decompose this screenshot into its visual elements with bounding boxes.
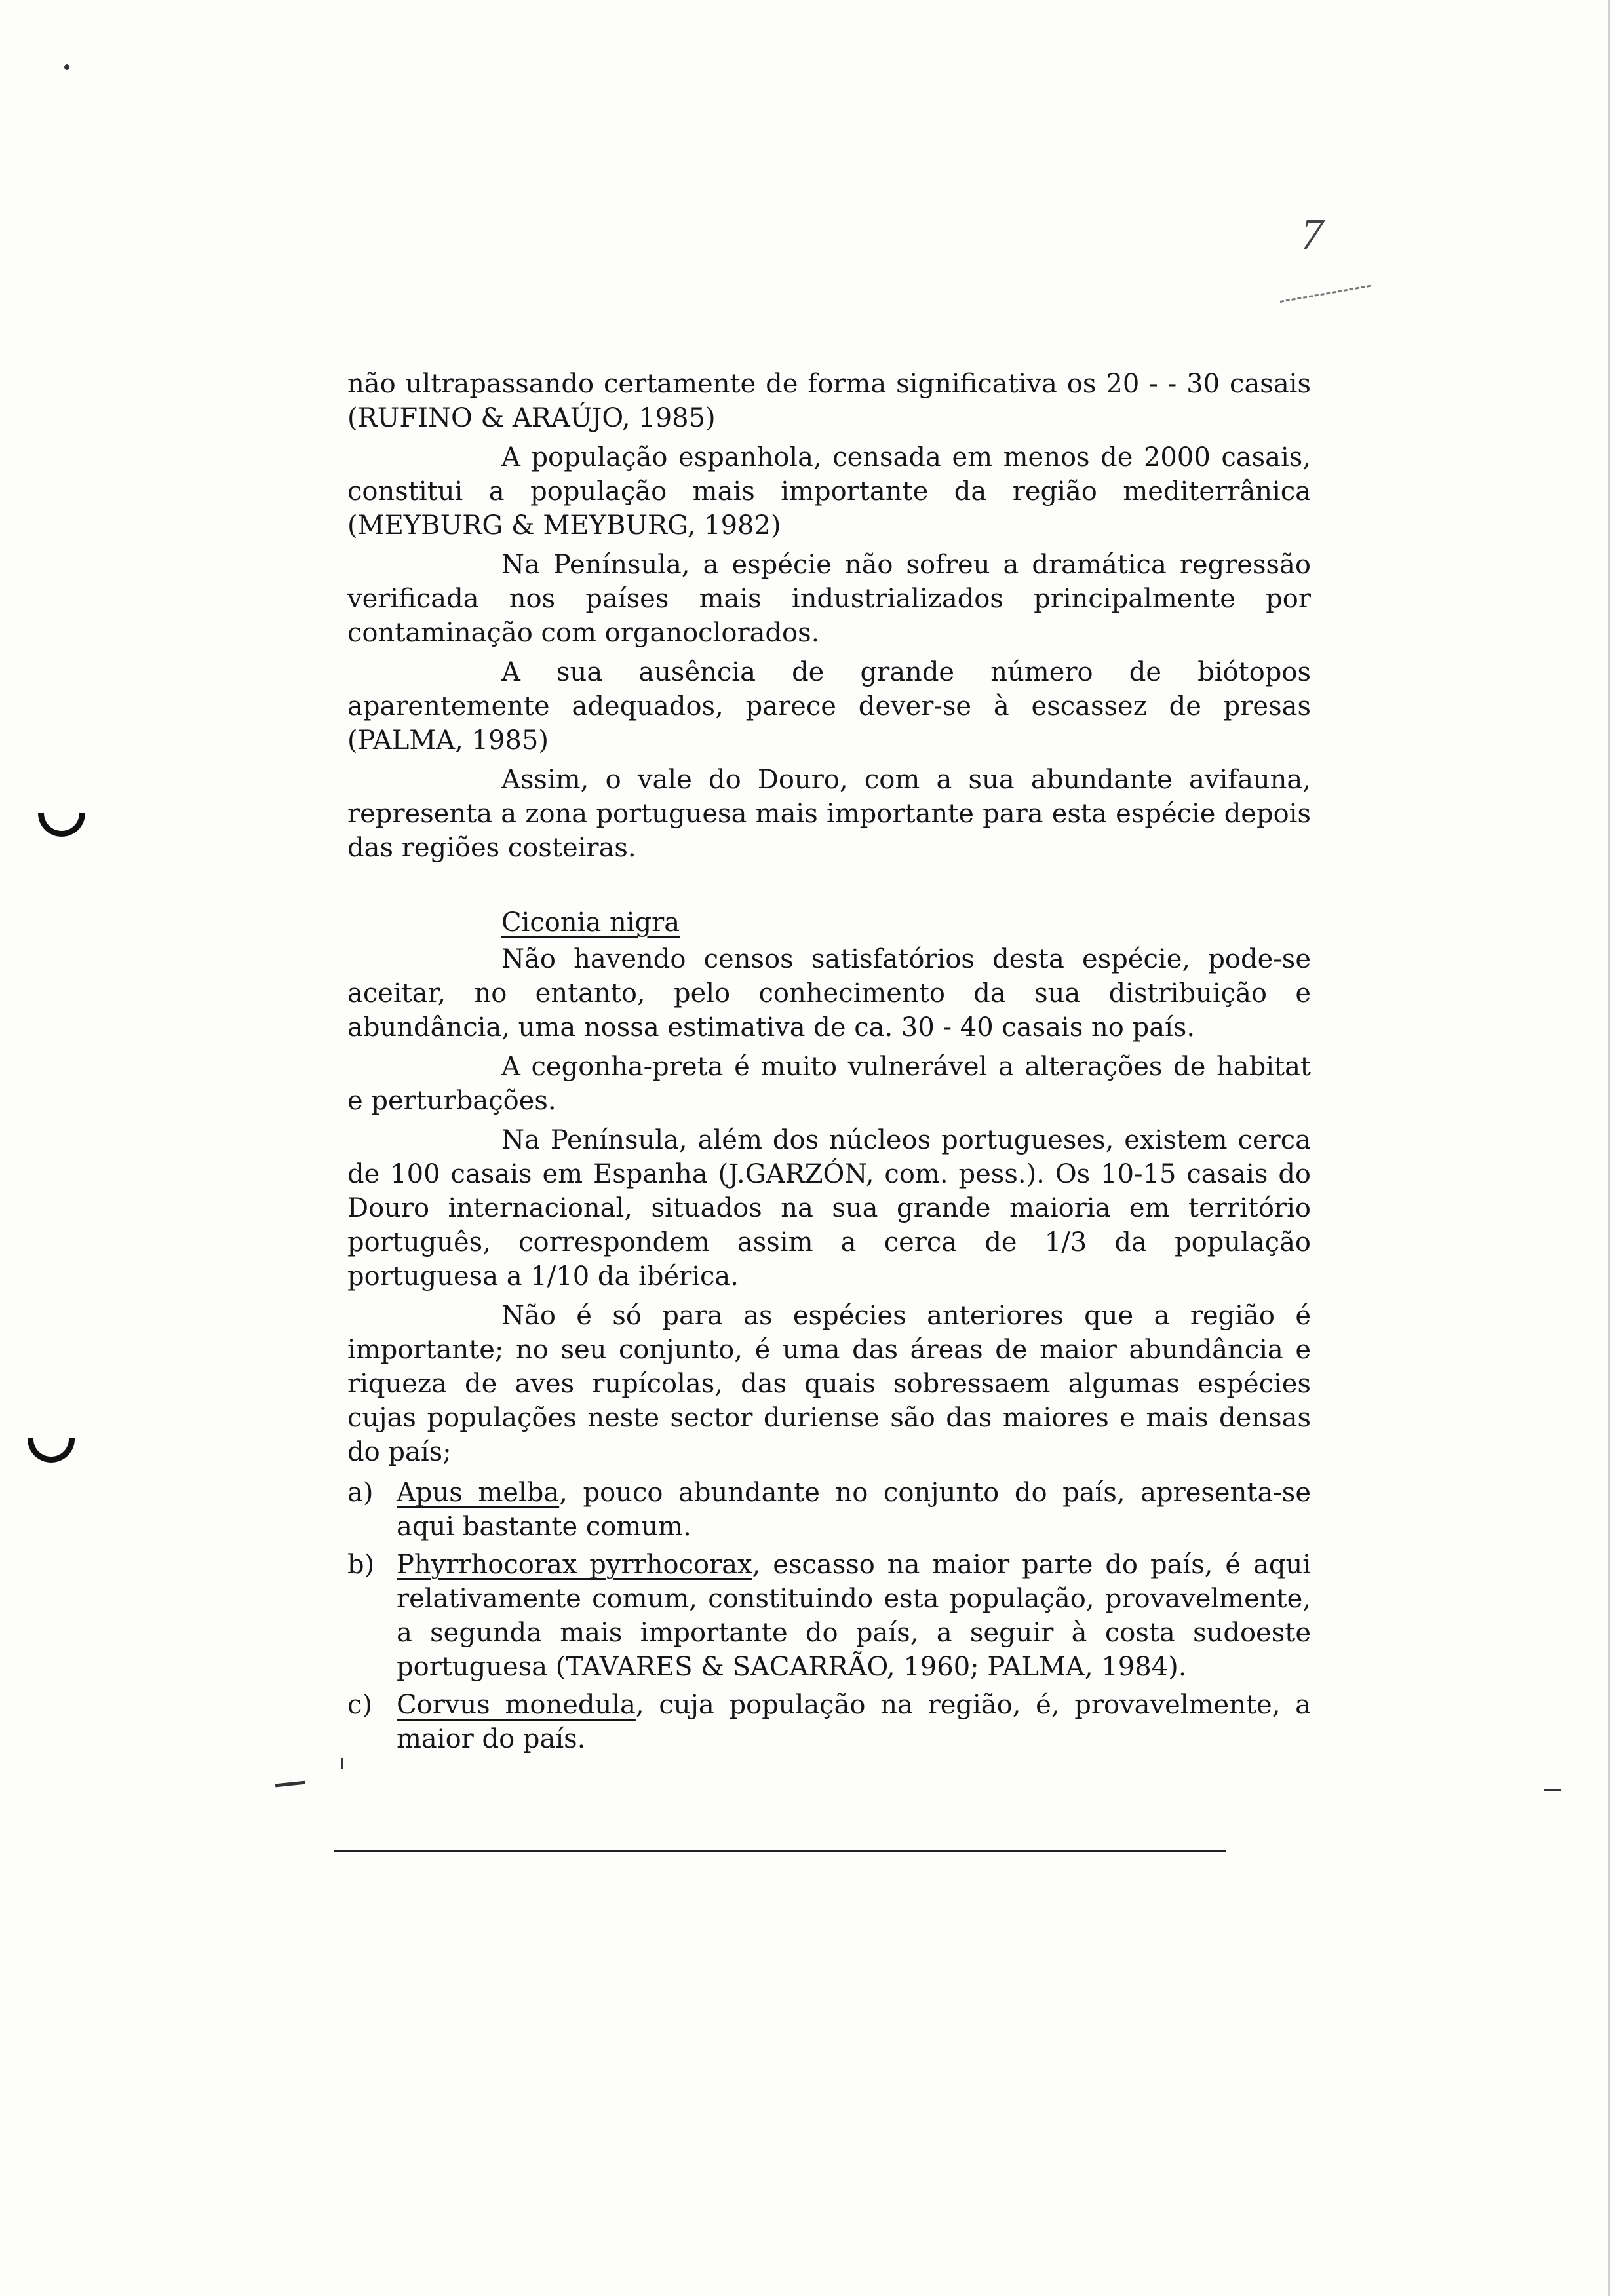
paragraph: não ultrapassando certamente de forma significativa os 20 - - 30 casais (RUFINO & ARAÚJO, 1985) <box>347 369 1311 433</box>
list-item-text <box>397 1476 1311 1544</box>
punch-hole-mark <box>38 813 85 837</box>
document-body <box>347 367 1311 1760</box>
page-number-mark <box>1277 271 1371 303</box>
species-name: Corvus monedula <box>397 1690 636 1720</box>
list-item-description: , cuja população na região, é, provavelmente, a maior do país. <box>397 1690 1311 1754</box>
paragraph: Não havendo censos satisfatórios desta espécie, pode-se aceitar, no entanto, pelo conhecimento da sua distribuição e abundância, uma nossa estimativa de ca. 30 - 40 casais no país. <box>347 944 1311 1043</box>
margin-mark <box>341 1758 343 1769</box>
list-marker: c) <box>347 1690 373 1720</box>
paragraph: A população espanhola, censada em menos de 2000 casais, constitui a população mais importante da região mediterrânica (MEYBURG & MEYBURG, 1982) <box>347 442 1311 541</box>
paragraph: Na Península, a espécie não sofreu a dramática regressão verificada nos países mais industrializados principalmente por contaminação com organoclorados. <box>347 550 1311 648</box>
list-item <box>347 1688 1311 1756</box>
margin-mark <box>1544 1789 1561 1791</box>
scan-speck <box>64 64 69 70</box>
paragraph: A sua ausência de grande número de biótopos aparentemente adequados, parece dever-se à escassez de presas (PALMA, 1985) <box>347 657 1311 756</box>
species-name: Apus melba <box>397 1478 560 1508</box>
list-item <box>347 1548 1311 1684</box>
species-name: Phyrrhocorax pyrrhocorax <box>397 1550 752 1580</box>
section-heading <box>501 906 1311 940</box>
list-item-description: , escasso na maior parte do país, é aqui relativamente comum, constituindo esta população, provavelmente, a segunda mais importante do país, a seguir à costa sudoeste portuguesa (TAVARES & SACARRÃO, 1960; PALMA, 1984). <box>397 1550 1312 1682</box>
section-heading-text: Ciconia nigra <box>501 908 680 938</box>
list-item-text <box>397 1688 1311 1756</box>
species-list <box>347 1476 1311 1756</box>
list-item <box>347 1476 1311 1544</box>
footnote-rule <box>334 1850 1226 1852</box>
paragraph: Na Península, além dos núcleos portugueses, existem cerca de 100 casais em Espanha (J.GARZÓN, com. pess.). Os 10-15 casais do Douro internacional, situados na sua grande maioria em território português, correspondem assim a cerca de 1/3 da população portuguesa a 1/10 da ibérica. <box>347 1125 1311 1292</box>
paragraph: Não é só para as espécies anteriores que a região é importante; no seu conjunto, é uma das áreas de maior abundância e riqueza de aves rupícolas, das quais sobressaem algumas espécies cujas populações neste sector duriense são das maiores e mais densas do país; <box>347 1301 1311 1467</box>
page-number: 7 <box>1301 209 1323 259</box>
margin-mark <box>275 1781 305 1788</box>
paragraph: Assim, o vale do Douro, com a sua abundante avifauna, representa a zona portuguesa mais importante para esta espécie depois das regiões costeiras. <box>347 765 1311 863</box>
list-marker: a) <box>347 1478 374 1508</box>
paragraph: A cegonha-preta é muito vulnerável a alterações de habitat e perturbações. <box>347 1052 1311 1116</box>
list-item-description: , pouco abundante no conjunto do país, apresenta-se aqui bastante comum. <box>397 1478 1311 1542</box>
list-marker: b) <box>347 1550 375 1580</box>
page-edge-shadow <box>1608 0 1610 2296</box>
punch-hole-mark <box>28 1438 75 1463</box>
list-item-text <box>397 1548 1311 1684</box>
